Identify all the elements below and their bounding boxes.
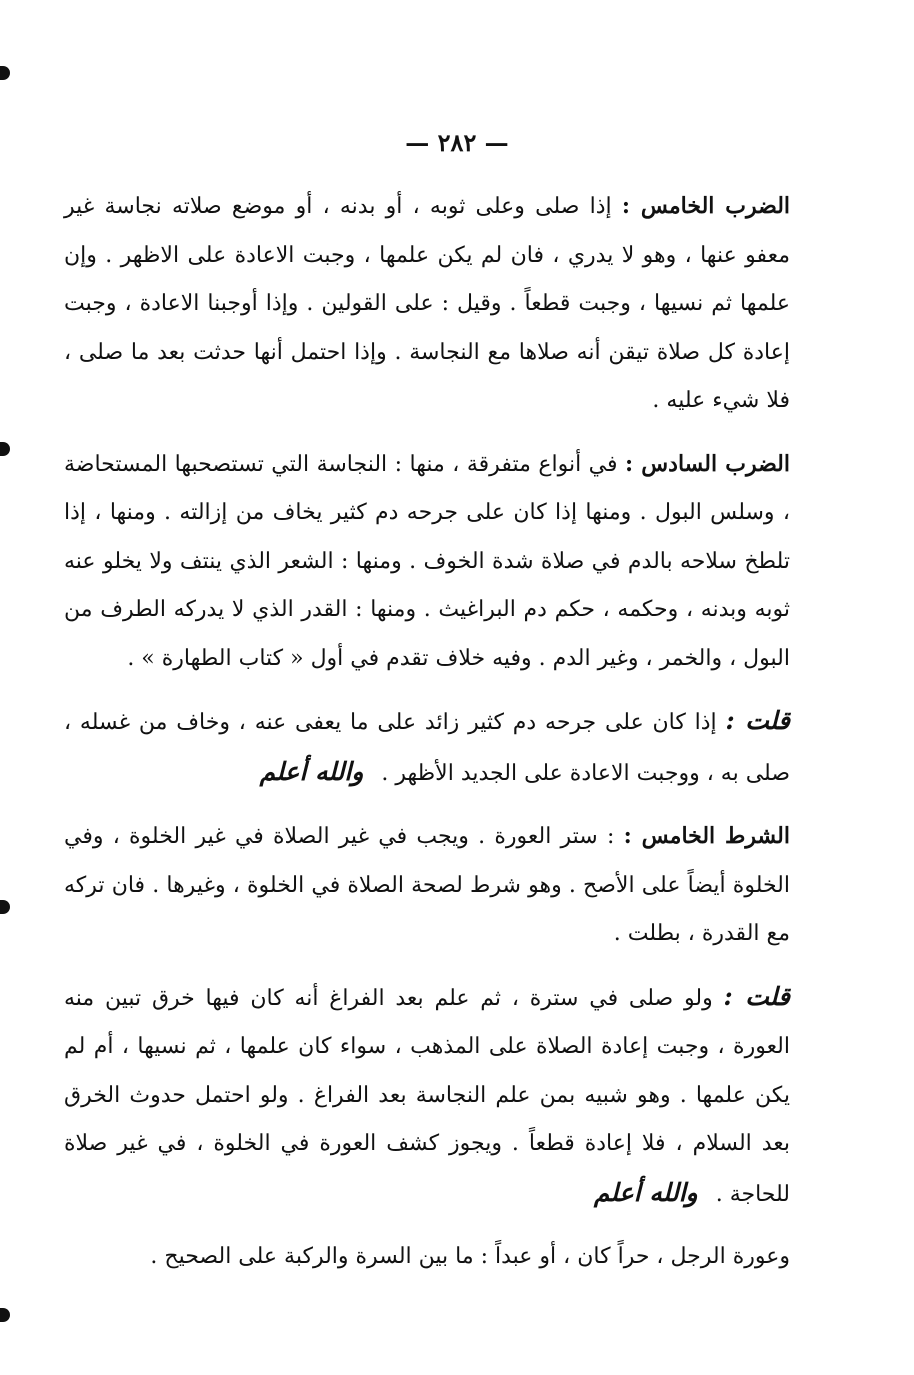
paragraph-text: إذا صلى وعلى ثوبه ، أو بدنه ، أو موضع صلاته نجاسة غير معفو عنها ، وهو لا يدري ، فان لم يكن علمها ، وجبت الاعادة على الاظهر . وإن علمها ثم نسيها ، وجبت قطعاً . وقيل : على القولين . وإذا أوجبنا الاعادة ، وجبت إعادة كل صلاة تيقن أنه صلاها مع النجاسة . وإذا احتمل أنها حدثت بعد ما صلى ، فلا شيء عليه .: [64, 194, 790, 413]
page-number: — ٢٨٢ —: [405, 128, 509, 157]
paragraph-text: في أنواع متفرقة ، منها : النجاسة التي تستصحبها المستحاضة ، وسلس البول . ومنها إذا كان على جرحه دم كثير يخاف من إزالته . ومنها ، إذا تلطخ سلاحه بالدم في صلاة شدة الخوف . ومنها : الشعر الذي ينتف ولا يخلو عنه ثوبه وبدنه ، وحكمه ، حكم دم البراغيث . ومنها : القدر الذي لا يدركه الطرف من البول ، والخمر ، وغير الدم . وفيه خلاف تقدم في أول « كتاب الطهارة » .: [64, 451, 790, 671]
scan-edge-mark: [0, 442, 10, 456]
closing-formula: والله أعلم: [593, 1177, 698, 1207]
paragraph-heading: الضرب الخامس :: [621, 193, 791, 219]
scan-edge-mark: [0, 900, 10, 914]
paragraph-heading: قلت :: [723, 981, 790, 1011]
paragraph-sixth-type: [64, 440, 790, 684]
paragraph-editor-note-2: [64, 973, 790, 1220]
paragraph-text: : ستر العورة . ويجب في غير الصلاة في غير الخلوة ، وفي الخلوة أيضاً على الأصح . وهو شرط لصحة الصلاة في الخلوة ، وغيرها . فان تركه مع القدرة ، بطلت .: [64, 824, 790, 946]
paragraph-heading: الضرب السادس :: [625, 450, 790, 477]
scan-edge-mark: [0, 1308, 10, 1322]
paragraph-heading: قلت :: [725, 706, 790, 735]
closing-formula: والله أعلم: [259, 756, 364, 786]
paragraph-text: إذا كان على جرحه دم كثير زائد على ما يعفى عنه ، وخاف من غسله ، صلى به ، ووجبت الاعادة على الجديد الأظهر .: [64, 710, 790, 786]
paragraph-text: وعورة الرجل ، حراً كان ، أو عبداً : ما بين السرة والركبة على الصحيح .: [150, 1244, 790, 1269]
paragraph-heading: الشرط الخامس :: [623, 823, 790, 849]
paragraph-fifth-condition: [64, 812, 790, 959]
paragraph-editor-note-1: [64, 697, 790, 798]
scan-edge-mark: [0, 66, 10, 80]
page-body: [64, 182, 790, 1282]
paragraph-text: ولو صلى في سترة ، ثم علم بعد الفراغ أنه كان فيها خرق تبين منه العورة ، وجبت إعادة الصلاة على المذهب ، سواء كان علمها ، ثم نسيها ، أم لم يكن علمها . وهو شبيه بمن علم النجاسة بعد الفراغ . ولو احتمل حدوث الخرق بعد السلام ، فلا إعادة قطعاً . ويجوز كشف العورة في الخلوة ، في غير صلاة للحاجة .: [64, 985, 790, 1207]
paragraph-fifth-type: [64, 182, 790, 426]
paragraph-man-awrah: [64, 1233, 790, 1282]
